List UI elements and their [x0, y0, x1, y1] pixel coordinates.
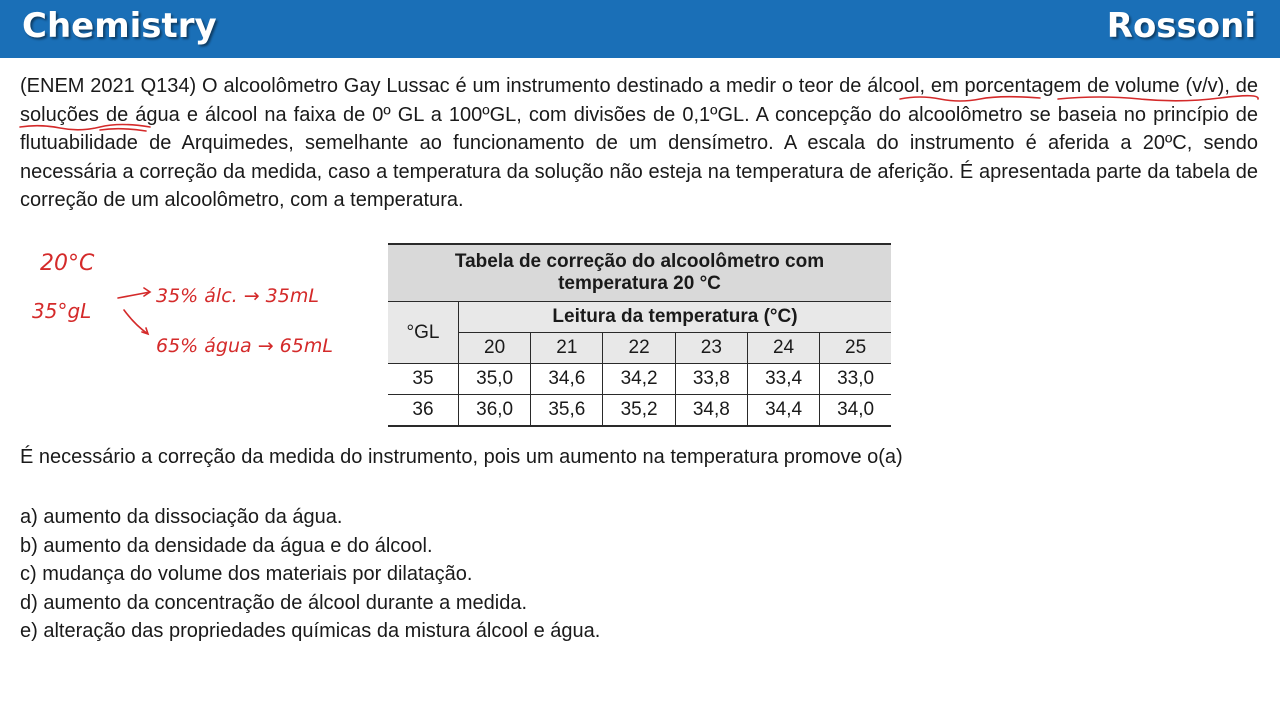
value-cell: 33,0: [820, 364, 891, 395]
note-alcohol: 35% álc. → 35mL: [156, 285, 319, 307]
temp-col-header: 24: [747, 333, 819, 364]
arrow-1: [118, 288, 150, 298]
author-title: Rossoni: [1106, 6, 1256, 46]
value-cell: 33,8: [675, 364, 747, 395]
option-e: e) alteração das propriedades químicas da mistura álcool e água.: [20, 620, 601, 642]
option-c: c) mudança do volume dos materiais por dilatação.: [20, 563, 473, 585]
value-cell: 34,2: [603, 364, 675, 395]
question-text: (ENEM 2021 Q134) O alcoolômetro Gay Lussac é um instrumento destinado a medir o teor de álcool, em porcentagem de volume (v/v), de soluções de água e álcool na faixa de 0º GL a 100ºGL, com divisões de 0,1ºGL. A concepção do alcoolômetro se baseia no princípio de flutuabilidade de Arquimedes, semelhante ao funcionamento de um densímetro. A escala do instrumento é aferida a 20ºC, sendo necessária a correção da medida, caso a temperatura da solução não esteja na temperatura de aferição. É apresentada parte da tabela de correção de um alcoolômetro, com a temperatura.: [20, 75, 1258, 211]
correction-table-container: [388, 243, 891, 427]
correction-table: [388, 243, 891, 427]
question-prompt: É necessário a correção da medida do instrumento, pois um aumento na temperatura promove o(a): [20, 446, 903, 468]
subject-title: Chemistry: [22, 6, 217, 46]
table-title: [388, 244, 891, 302]
option-a: a) aumento da dissociação da água.: [20, 506, 343, 528]
value-cell: 36,0: [459, 395, 531, 427]
header-bar: [0, 0, 1280, 58]
temp-col-header: 21: [531, 333, 603, 364]
value-cell: 35,6: [531, 395, 603, 427]
table-row: [388, 364, 891, 395]
value-cell: 33,4: [747, 364, 819, 395]
value-cell: 34,0: [820, 395, 891, 427]
option-d: d) aumento da concentração de álcool durante a medida.: [20, 591, 528, 614]
note-water: 65% água → 65mL: [156, 335, 333, 357]
temperature-header: Leitura da temperatura (°C): [459, 302, 892, 333]
value-cell: 34,8: [675, 395, 747, 427]
gl-cell: 36: [388, 395, 459, 427]
temp-col-header: 22: [603, 333, 675, 364]
table-title-text: Tabela de correção do alcoolômetro com temperatura 20 °C: [454, 251, 825, 294]
temp-col-header: 20: [459, 333, 531, 364]
value-cell: 35,2: [603, 395, 675, 427]
gl-header: °GL: [388, 302, 459, 364]
gl-cell: 35: [388, 364, 459, 395]
note-temperature: 20°C: [40, 251, 95, 276]
note-gl: 35°gL: [32, 299, 92, 323]
table-row: [388, 395, 891, 427]
temp-col-header: 23: [675, 333, 747, 364]
value-cell: 34,6: [531, 364, 603, 395]
arrow-2: [124, 310, 148, 334]
answer-options: [20, 503, 600, 646]
option-b: b) aumento da densidade da água e do álcool.: [20, 534, 433, 557]
value-cell: 35,0: [459, 364, 531, 395]
value-cell: 34,4: [747, 395, 819, 427]
temp-col-header: 25: [820, 333, 891, 364]
